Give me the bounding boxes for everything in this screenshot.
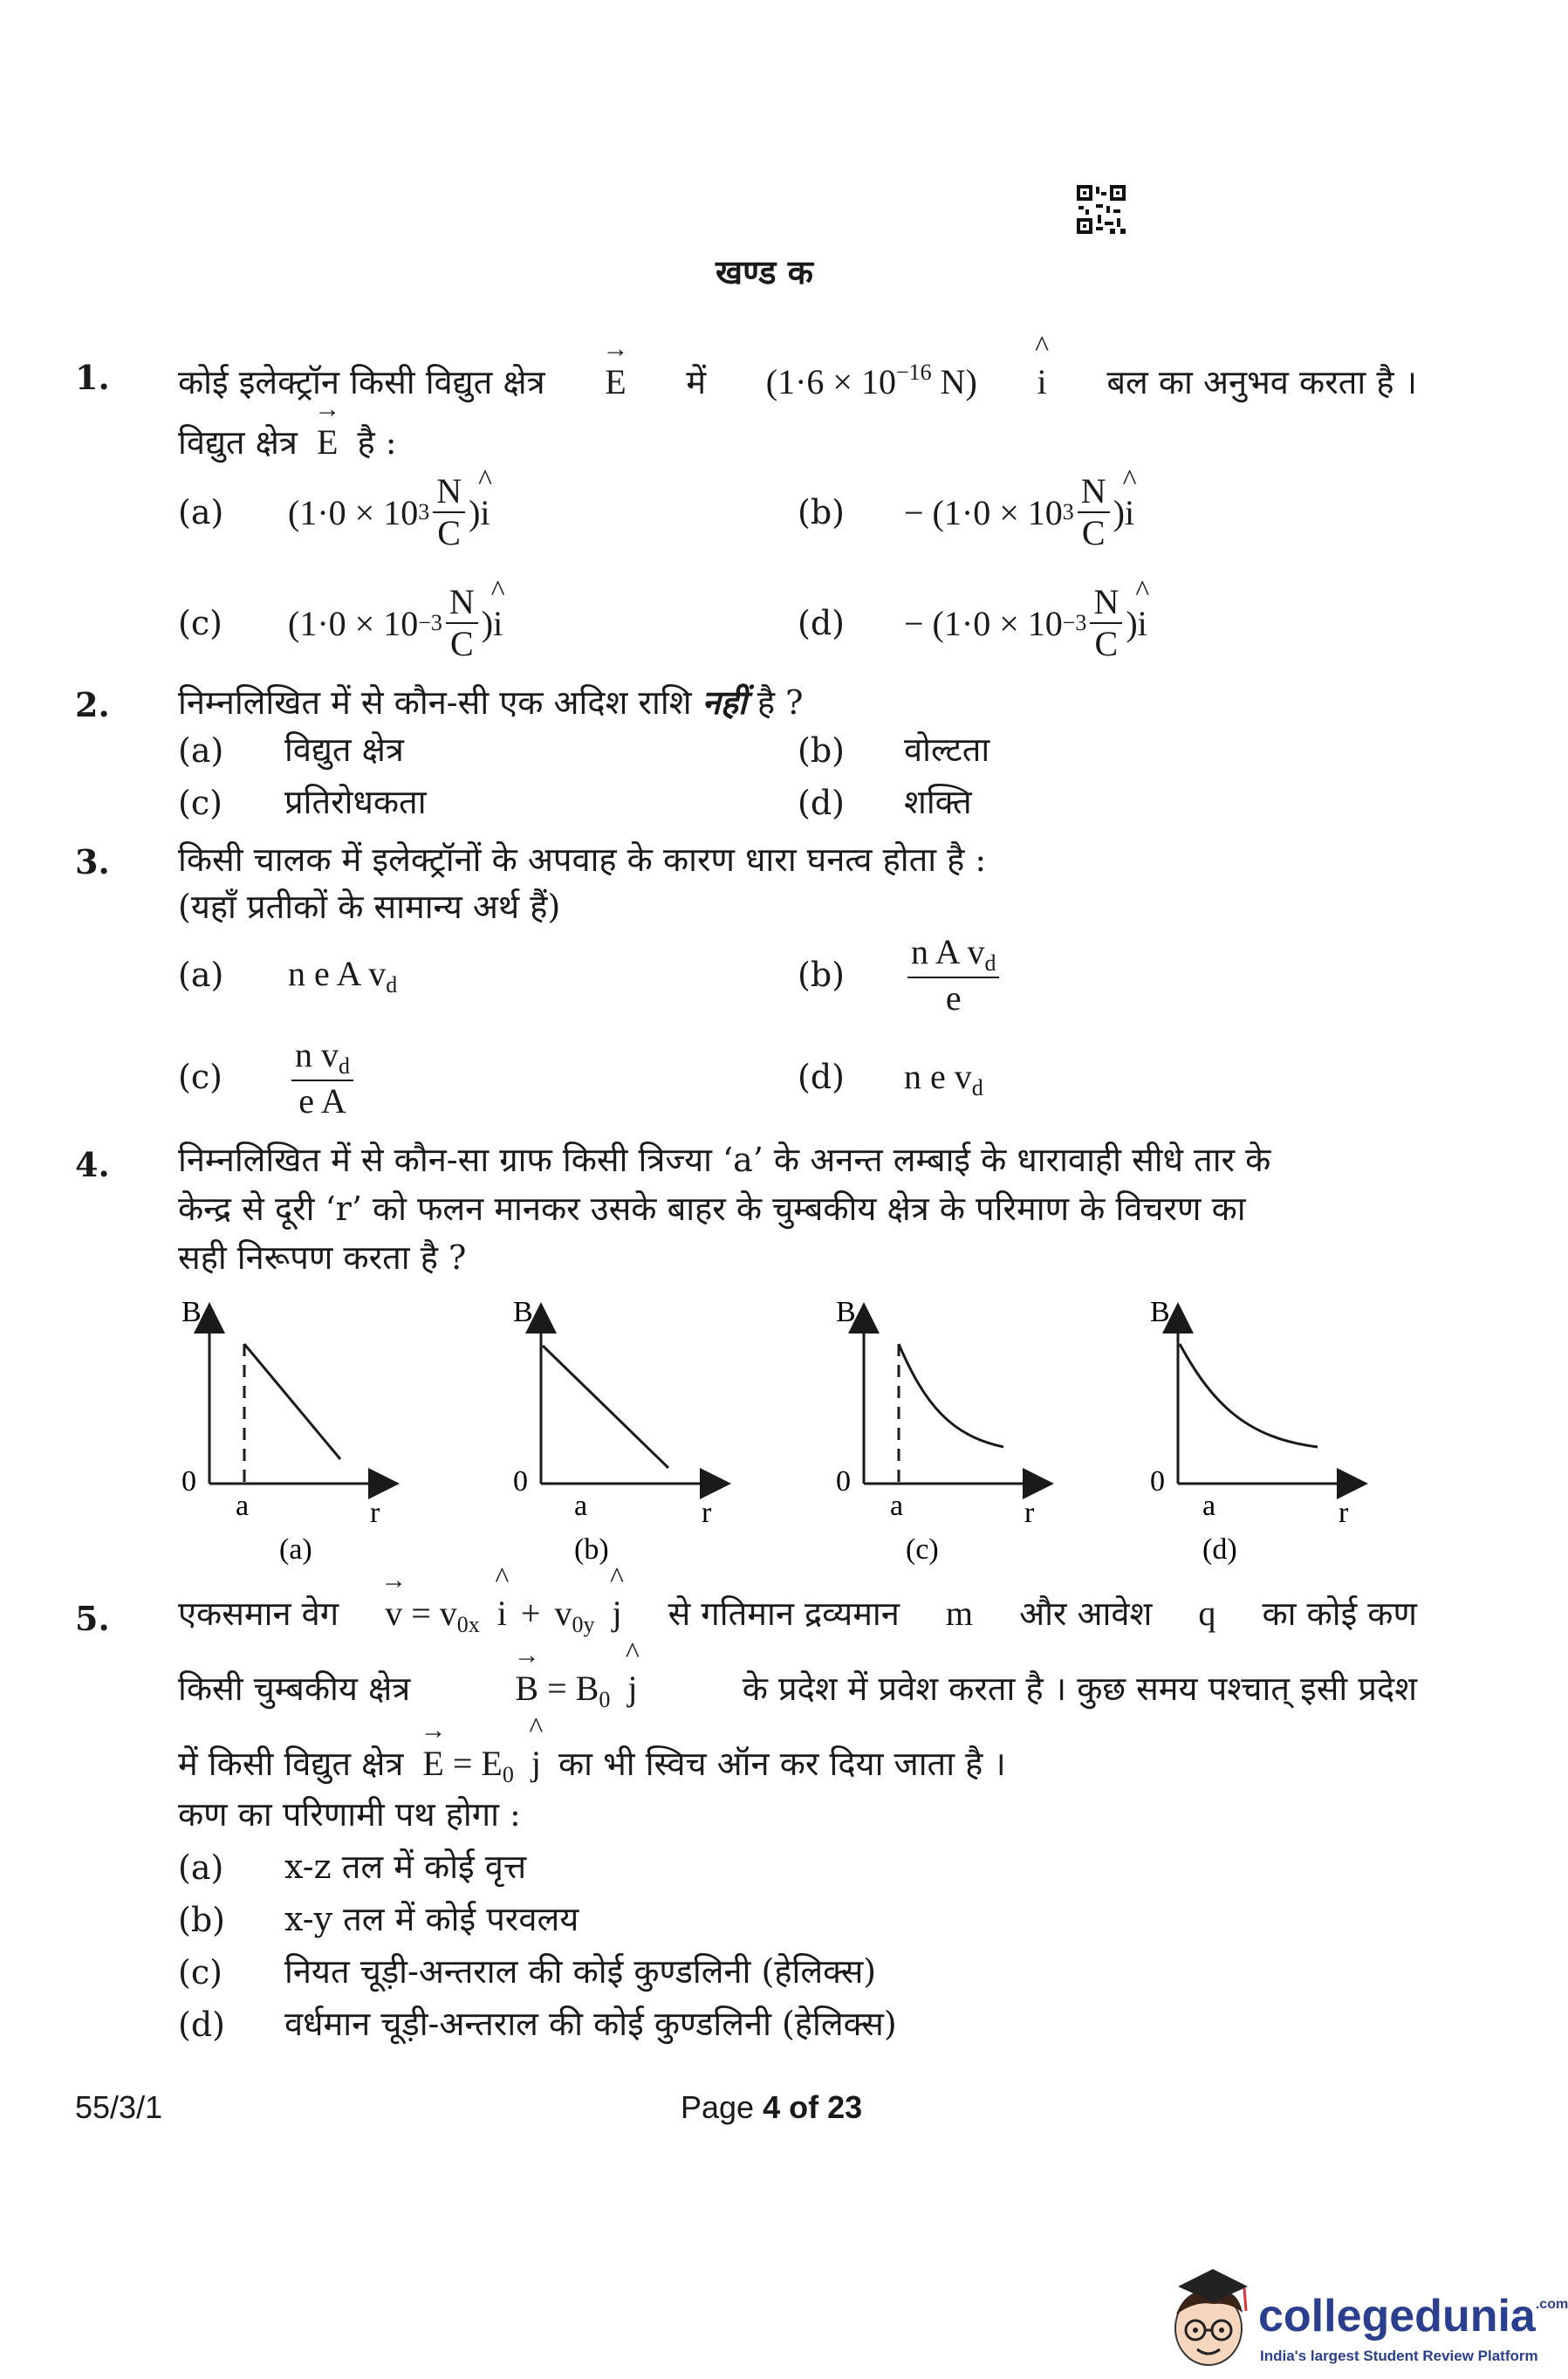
- n-per-c-fraction: $\frac{N}{C}$: [433, 471, 465, 553]
- unit-vector-i: ^ i: [1122, 463, 1137, 532]
- option-label: (b): [798, 731, 845, 770]
- q4-graphs: [166, 1292, 1387, 1571]
- mark-a-label: a: [236, 1490, 250, 1522]
- n-per-c-fraction: $\frac{N}{C}$: [1090, 582, 1122, 664]
- question-1-line-1: [178, 331, 1417, 406]
- option-label: (a): [178, 1848, 224, 1887]
- option-label: (a): [178, 956, 224, 994]
- question-4-line-2: केन्द्र से दूरी ‘r’ को फलन मानकर उसके बाहर के चुम्बकीय क्षेत्र के परिमाण के विचरण का: [178, 1190, 1246, 1228]
- option-label: (b): [798, 493, 845, 531]
- option-label: (a): [178, 731, 224, 770]
- axis-x-label: r: [370, 1497, 380, 1529]
- unit-vector-i: ^ i: [1035, 331, 1050, 401]
- question-number: 3.: [75, 842, 110, 881]
- n-per-c-fraction: $\frac{N}{C}$: [1078, 471, 1110, 553]
- q2-option-a[interactable]: विद्युत क्षेत्र: [284, 730, 404, 769]
- option-label: (d): [798, 604, 845, 642]
- q5-option-d[interactable]: वर्धमान चूड़ी-अन्तराल की कोई कुण्डलिनी (हेलिक्स): [284, 2005, 897, 2043]
- question-4-line-1: निम्नलिखित में से कौन-सा ग्राफ किसी त्रिज्या ‘a’ के अनन्त लम्बाई के धारावाही सीधे तार के: [178, 1141, 1271, 1179]
- question-3-line-1: किसी चालक में इलेक्ट्रॉनों के अपवाह के कारण धारा घनत्व होता है :: [178, 840, 987, 879]
- current-density-fraction: $\frac{n A v_d}{e}$: [907, 932, 999, 1018]
- q1-option-b[interactable]: − (1·0 × 10 3 $\frac{N}{C}$ ) ^ i: [904, 463, 1137, 552]
- page-indicator: Page 4 of 23: [681, 2089, 863, 2125]
- emphasis-nahin: नहीं: [702, 682, 747, 722]
- graph-c[interactable]: [836, 1296, 1038, 1566]
- question-2-text: निम्नलिखित में से कौन-सी एक अदिश राशि नहीं है ?: [178, 682, 804, 722]
- origin-label: 0: [181, 1465, 196, 1498]
- q5-option-c[interactable]: नियत चूड़ी-अन्तराल की कोई कुण्डलिनी (हेलिक्स): [284, 1952, 877, 1991]
- option-label: (b): [178, 1901, 225, 1939]
- graph-caption: (a): [279, 1533, 312, 1566]
- axis-x-label: r: [1024, 1497, 1035, 1529]
- axis-y-label: B: [836, 1296, 856, 1328]
- graph-caption: (b): [574, 1533, 609, 1566]
- q3-option-b[interactable]: [904, 932, 1003, 1018]
- origin-label: 0: [513, 1465, 528, 1498]
- paper-code: 55/3/1: [75, 2089, 163, 2125]
- q3-option-c[interactable]: [288, 1035, 357, 1121]
- q2-option-c[interactable]: प्रतिरोधकता: [284, 783, 427, 821]
- question-number: 4.: [75, 1145, 110, 1184]
- axis-y-label: B: [513, 1296, 533, 1328]
- origin-label: 0: [836, 1465, 851, 1498]
- question-5-line-3: में किसी विद्युत क्षेत्र → $E = E_0$ ^ j का भी स्विच ऑन कर दिया जाता है ।: [178, 1712, 1006, 1787]
- q1-option-c[interactable]: (1·0 × 10 −3 $\frac{N}{C}$ ) ^ i: [288, 574, 505, 663]
- option-label: (d): [798, 1058, 845, 1096]
- option-label: (b): [798, 956, 845, 994]
- unit-vector-i: ^ i: [1135, 574, 1150, 643]
- option-label: (c): [178, 784, 223, 822]
- question-5-line-1: एकसमान वेग → $v = v_{0x}$ ^ $i + v_{0y}$ ^ j से गतिमान द्रव्यमान m और आवेश q का कोई कण: [178, 1590, 1417, 1649]
- graph-caption: (d): [1202, 1533, 1237, 1566]
- n-per-c-fraction: $\frac{N}{C}$: [446, 582, 478, 664]
- q3-option-d[interactable]: n e $v_d$: [904, 1057, 983, 1100]
- electric-field-vector: → E: [314, 394, 341, 462]
- brand-suffix: .com: [1535, 2297, 1568, 2312]
- charge-symbol: q: [1198, 1594, 1216, 1633]
- q5-option-b[interactable]: x-y तल में कोई परवलय: [284, 1900, 579, 1938]
- force-expression: ($1\cdot 6 \times 10^{-16}$ N): [765, 360, 977, 401]
- q3-option-a[interactable]: n e A $v_d$: [288, 954, 398, 998]
- question-4-line-3: सही निरूपण करता है ?: [178, 1238, 467, 1277]
- axis-y-label: B: [181, 1296, 202, 1328]
- origin-label: 0: [1150, 1465, 1165, 1498]
- option-label: (d): [178, 2005, 225, 2044]
- q1-option-d[interactable]: − (1·0 × 10 −3 $\frac{N}{C}$ ) ^ i: [904, 574, 1150, 663]
- brand-name: collegedunia$^{.com}$: [1258, 2291, 1568, 2341]
- graph-d[interactable]: [1150, 1296, 1352, 1566]
- mark-a-label: a: [574, 1490, 588, 1522]
- option-label: (c): [178, 1953, 223, 1992]
- question-number: 5.: [75, 1599, 110, 1638]
- velocity-expression: → $v = v_{0x}$ ^ $i + v_{0y}$ ^ j: [380, 1562, 624, 1637]
- q1-text-mein: में: [686, 363, 707, 401]
- q2-option-b[interactable]: वोल्टता: [904, 730, 990, 769]
- q1-option-a[interactable]: (1·0 × 10 3 $\frac{N}{C}$ ) ^ i: [288, 463, 492, 552]
- electric-field-expression: → $E = E_0$ ^ j: [420, 1712, 544, 1787]
- option-label: (a): [178, 493, 224, 531]
- option-label: (c): [178, 604, 223, 642]
- mascot-icon: [1161, 2260, 1256, 2374]
- graph-caption: (c): [906, 1533, 939, 1566]
- question-number: 2.: [75, 685, 110, 724]
- question-5-line-2: किसी चुम्बकीय क्षेत्र → $B = B_0$ ^ j के प्रदेश में प्रवेश करता है । कुछ समय पश्चात् इसी प्रदेश: [178, 1665, 1417, 1724]
- question-number: 1.: [75, 358, 110, 397]
- section-title: खण्ड क: [716, 252, 813, 291]
- unit-vector-i: ^ i: [490, 574, 505, 643]
- graph-a[interactable]: [181, 1296, 384, 1566]
- brand-tagline: India's largest Student Review Platform: [1260, 2348, 1538, 2364]
- option-label: (c): [178, 1058, 223, 1096]
- question-3-line-2: (यहाँ प्रतीकों के सामान्य अर्थ हैं): [178, 888, 561, 926]
- mark-a-label: a: [1202, 1490, 1216, 1522]
- mass-symbol: m: [945, 1594, 974, 1633]
- mark-a-label: a: [890, 1490, 904, 1522]
- current-density-fraction: $\frac{n v_d}{\text{e A}}$: [291, 1035, 353, 1121]
- question-5-line-4: कण का परिणामी पथ होगा :: [178, 1795, 521, 1834]
- q1-text-a: कोई इलेक्ट्रॉन किसी विद्युत क्षेत्र: [178, 363, 545, 401]
- q1-text-end: बल का अनुभव करता है ।: [1106, 363, 1417, 401]
- q5-option-a[interactable]: x-z तल में कोई वृत्त: [284, 1848, 527, 1886]
- qr-code: [1075, 183, 1127, 236]
- electric-field-vector: → E: [602, 334, 629, 401]
- graph-b[interactable]: [513, 1296, 716, 1566]
- axis-x-label: r: [702, 1497, 712, 1529]
- unit-vector-i: ^ i: [478, 463, 492, 532]
- axis-y-label: B: [1150, 1296, 1170, 1328]
- brand-logo[interactable]: [1161, 2260, 1568, 2374]
- magnetic-field-expression: → $B = B_0$ ^ j: [513, 1637, 640, 1712]
- option-label: (d): [798, 784, 845, 822]
- axis-x-label: r: [1339, 1497, 1349, 1529]
- question-1-line-2: विद्युत क्षेत्र → E है :: [178, 419, 397, 466]
- q2-option-d[interactable]: शक्ति: [904, 783, 972, 821]
